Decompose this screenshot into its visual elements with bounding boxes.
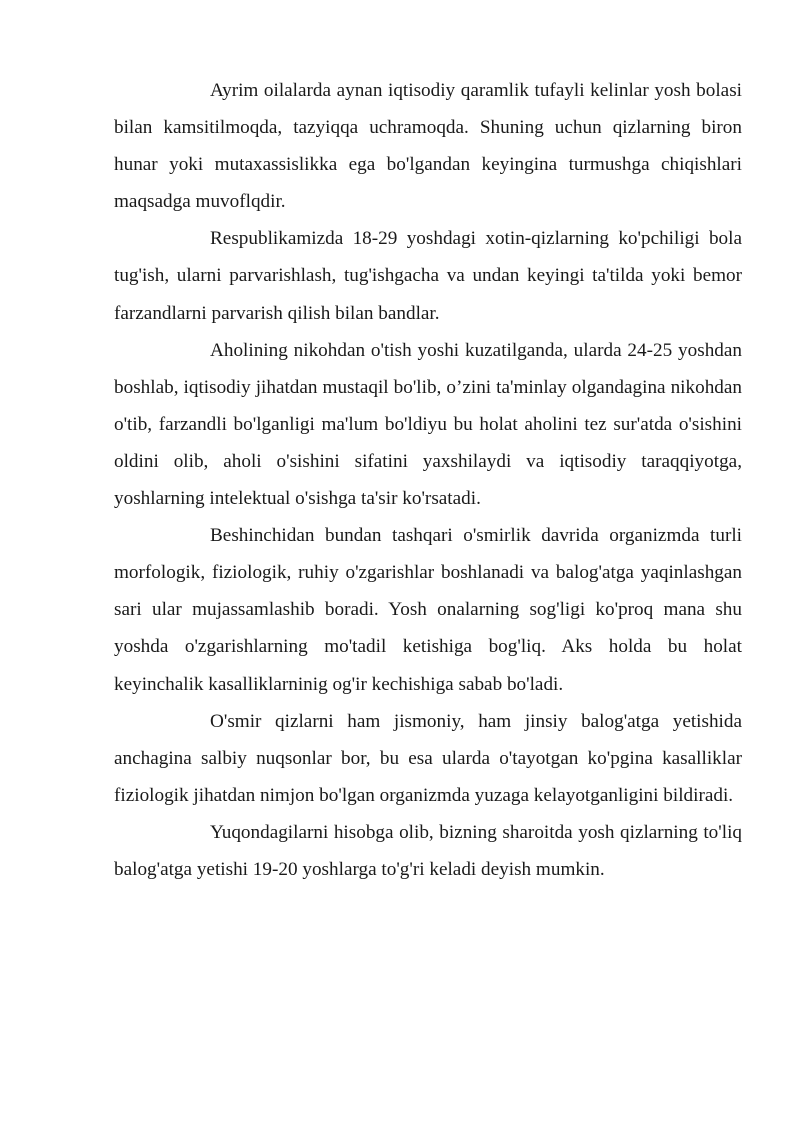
paragraph: Ayrim oilalarda aynan iqtisodiy qaramlik tufayli kelinlar yosh bolasi bilan kamsitilmoqda, tazyiqqa uchramoqda. Shuning uchun qizlarning biron hunar yoki mutaxassislikka ega bo'lgandan keyingina turmushga chiqishlari maqsadga muvoflqdir.	[114, 80, 742, 213]
document-page	[114, 72, 742, 888]
paragraph: Yuqondagilarni hisobga olib, bizning sharoitda yosh qizlarning to'liq balog'atga yetishi 19-20 yoshlarga to'g'ri keladi deyish mumkin.	[114, 821, 742, 880]
paragraph: Aholining nikohdan o'tish yoshi kuzatilganda, ularda 24-25 yoshdan boshlab, iqtisodiy jihatdan mustaqil bo'lib, o’zini ta'minlay olgandagina nikohdan o'tib, farzandli bo'lganligi ma'lum bo'ldiyu bu holat aholini tez sur'atda o'sishini oldini olib, aholi o'sishini sifatini yaxshilaydi va iqtisodiy taraqqiyotga, yoshlarning intelektual o'sishga ta'sir ko'rsatadi.	[114, 339, 742, 510]
paragraph: Beshinchidan bundan tashqari o'smirlik davrida organizmda turli morfologik, fiziologik, ruhiy o'zgarishlar boshlanadi va balog'atga yaqinlashgan sari ular mujassamlashib boradi. Yosh onalarning sog'ligi ko'proq mana shu yoshda o'zgarishlarning mo'tadil ketishiga bog'liq. Aks holda bu holat keyinchalik kasalliklarninig og'ir kechishiga sabab bo'ladi.	[114, 525, 742, 695]
paragraph: Respublikamizda 18-29 yoshdagi xotin-qizlarning ko'pchiligi bola tug'ish, ularni parvarishlash, tug'ishgacha va undan keyingi ta'tilda yoki bemor farzandlarni parvarish qilish bilan bandlar.	[114, 228, 742, 324]
paragraph: O'smir qizlarni ham jismoniy, ham jinsiy balog'atga yetishida anchagina salbiy nuqsonlar bor, bu esa ularda o'tayotgan ko'pgina kasalliklar fiziologik jihatdan nimjon bo'lgan organizmda yuzaga kelayotganligini bildiradi.	[114, 710, 742, 806]
